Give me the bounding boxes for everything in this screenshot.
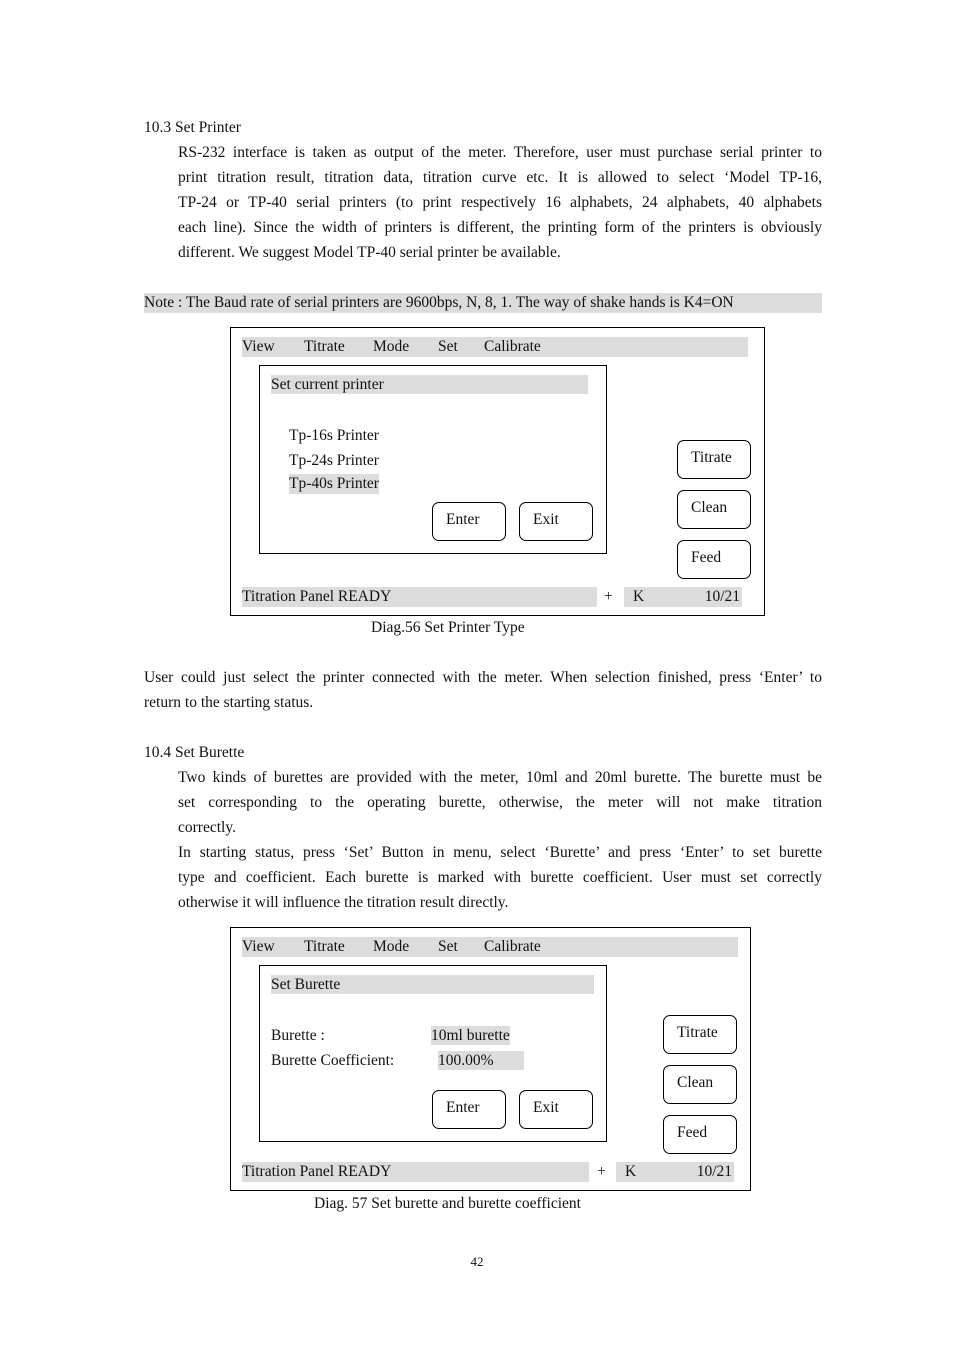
paragraph-line: return to the starting status. xyxy=(144,694,314,711)
titrate-button[interactable]: Titrate xyxy=(677,440,751,479)
note-text: Note : The Baud rate of serial printers are 9600bps, N, 8, 1. The way of shake hands is K4=ON xyxy=(144,294,734,311)
option-tp16s[interactable]: Tp-16s Printer xyxy=(289,427,379,444)
note-box xyxy=(144,293,822,313)
diag57-screen xyxy=(230,927,751,1191)
menu-mode[interactable]: Mode xyxy=(373,938,410,955)
burette-dialog xyxy=(259,965,607,1142)
paragraph-line: type and coefficient. Each burette is marked with burette coefficient. User must set correctly xyxy=(178,869,822,886)
diag56-screen xyxy=(230,327,765,616)
paragraph-line: User could just select the printer connected with the meter. When selection finished, press ‘Enter’ to xyxy=(144,669,822,686)
clean-button[interactable]: Clean xyxy=(663,1065,737,1104)
paragraph-line: otherwise it will influence the titration result directly. xyxy=(178,894,509,911)
menu-bar xyxy=(242,937,738,957)
option-tp40s-selected[interactable]: Tp-40s Printer xyxy=(289,475,379,492)
enter-button[interactable]: Enter xyxy=(432,1090,506,1129)
clean-button[interactable]: Clean xyxy=(677,490,751,529)
menu-view[interactable]: View xyxy=(242,338,275,355)
dialog-title: Set current printer xyxy=(271,375,588,394)
menu-set[interactable]: Set xyxy=(438,338,458,355)
feed-button[interactable]: Feed xyxy=(663,1115,737,1154)
section-heading-set-burette: 10.4 Set Burette xyxy=(144,744,245,761)
burette-select[interactable]: 10ml burette xyxy=(431,1027,510,1044)
exit-button[interactable]: Exit xyxy=(519,502,593,541)
paragraph-line: print titration result, titration data, titration curve etc. It is allowed to select ‘Model TP-16, xyxy=(178,169,822,186)
section-heading-set-printer: 10.3 Set Printer xyxy=(144,119,241,136)
k-indicator xyxy=(624,587,742,607)
exit-button[interactable]: Exit xyxy=(519,1090,593,1129)
menu-mode[interactable]: Mode xyxy=(373,338,410,355)
menu-bar xyxy=(242,337,748,357)
status-text: Titration Panel READY xyxy=(242,587,597,607)
page-number: 42 xyxy=(470,1254,484,1269)
paragraph-line: In starting status, press ‘Set’ Button in menu, select ‘Burette’ and press ‘Enter’ to set burette xyxy=(178,844,822,861)
menu-calibrate[interactable]: Calibrate xyxy=(484,338,541,355)
menu-calibrate[interactable]: Calibrate xyxy=(484,938,541,955)
date-readout: 10/21 xyxy=(704,588,740,605)
menu-titrate[interactable]: Titrate xyxy=(304,938,345,955)
coefficient-input[interactable]: 100.00% xyxy=(438,1051,524,1070)
date-readout: 10/21 xyxy=(696,1163,732,1180)
paragraph-line: each line). Since the width of printers is different, the printing form of the printers is obviously xyxy=(178,219,822,236)
plus-indicator: + xyxy=(604,588,613,605)
enter-button[interactable]: Enter xyxy=(432,502,506,541)
menu-set[interactable]: Set xyxy=(438,938,458,955)
k-indicator xyxy=(616,1162,734,1182)
paragraph-line: correctly. xyxy=(178,819,236,836)
burette-label: Burette : xyxy=(271,1027,325,1044)
option-tp24s[interactable]: Tp-24s Printer xyxy=(289,452,379,469)
menu-titrate[interactable]: Titrate xyxy=(304,338,345,355)
k-label: K xyxy=(625,1163,637,1180)
feed-button[interactable]: Feed xyxy=(677,540,751,579)
diag56-caption: Diag.56 Set Printer Type xyxy=(371,619,525,636)
k-label: K xyxy=(633,588,645,605)
status-text: Titration Panel READY xyxy=(242,1162,589,1182)
paragraph-line: TP-24 or TP-40 serial printers (to print respectively 16 alphabets, 24 alphabets, 40 alphabets xyxy=(178,194,822,211)
diag57-caption: Diag. 57 Set burette and burette coefficient xyxy=(314,1195,581,1212)
plus-indicator: + xyxy=(597,1163,606,1180)
paragraph-line: different. We suggest Model TP-40 serial printer be available. xyxy=(178,244,561,261)
menu-view[interactable]: View xyxy=(242,938,275,955)
printer-dialog xyxy=(259,365,607,554)
paragraph-line: Two kinds of burettes are provided with the meter, 10ml and 20ml burette. The burette must be xyxy=(178,769,822,786)
paragraph-line: RS-232 interface is taken as output of the meter. Therefore, user must purchase serial printer to xyxy=(178,144,822,161)
paragraph-line: set corresponding to the operating burette, otherwise, the meter will not make titration xyxy=(178,794,822,811)
dialog-title: Set Burette xyxy=(271,975,594,994)
titrate-button[interactable]: Titrate xyxy=(663,1015,737,1054)
coefficient-label: Burette Coefficient: xyxy=(271,1052,395,1069)
